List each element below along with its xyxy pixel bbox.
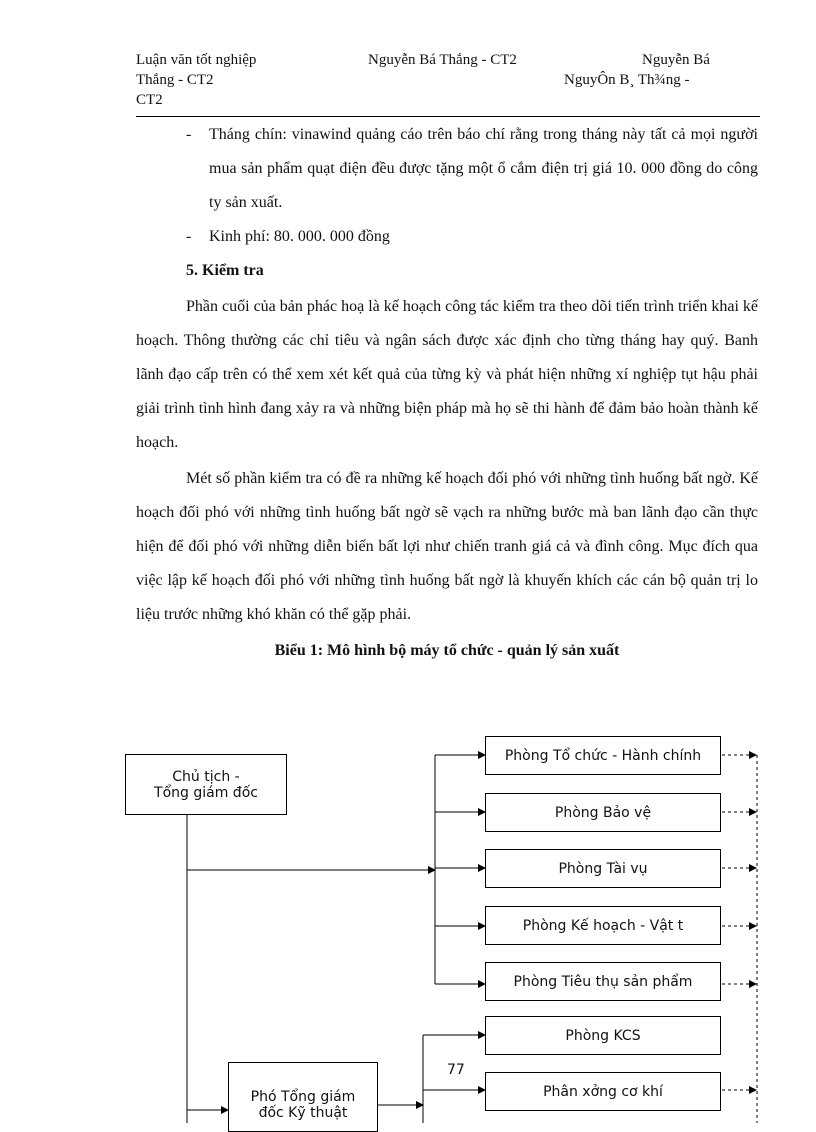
department-box	[485, 962, 721, 1001]
department-box	[485, 906, 721, 945]
bullet-text: Kinh phí: 80. 000. 000 đồng	[209, 228, 390, 245]
bullet-mark: -	[186, 228, 192, 245]
section-heading: 5. Kiểm tra	[186, 262, 264, 279]
header-right-line-1: Nguyễn Bá	[642, 52, 710, 68]
ceo-box	[125, 754, 287, 815]
bullet-item	[136, 220, 758, 254]
bullet-text: Tháng chín: vinawind quảng cáo trên báo chí rằng trong tháng này tất cả mọi người mua sản phẩm quạt điện đều được tặng một ổ cắm điện trị giá 10. 000 đồng do công ty sản xuất.	[209, 126, 758, 211]
deputy-title-line-2: đốc Kỹ thuật	[258, 1105, 348, 1121]
header-divider	[136, 116, 760, 117]
department-label: Phòng Tiêu thụ sản phẩm	[513, 973, 693, 990]
document-body	[136, 118, 758, 668]
department-label: Phòng Tổ chức - Hành chính	[504, 747, 702, 764]
department-box	[485, 793, 721, 832]
department-label: Phòng Kế hoạch - Vật t	[522, 917, 684, 934]
header-left-line-1: Luận văn tốt nghiệp	[136, 52, 257, 68]
figure-caption: Biểu 1: Mô hình bộ máy tổ chức - quản lý sản xuất	[274, 642, 620, 659]
paragraph: Phần cuối của bản phác hoạ là kế hoạch công tác kiểm tra theo dõi tiến trình triển khai kế hoạch. Thông thường các chỉ tiêu và ngân sách được xác định cho từng tháng hay quý. Banh lãnh đạo cấp trên có thể xem xét kết quả của từng kỳ và phát hiện những xí nghiệp tụt hậu phải giải trình tình hình đang xảy ra và những biện pháp mà họ sẽ thi hành để đảm bảo hoàn thành kế hoạch.	[136, 298, 758, 451]
paragraph: Mét số phần kiểm tra có đề ra những kế hoạch đối phó với những tình huống bất ngờ. Kế hoạch đối phó với những tình huống bất ngờ sẽ vạch ra những bước mà ban lãnh đạo cần thực hiện để đối phó với những diễn biến bất lợi như chiến tranh giá cả và đình công. Mục đích qua việc lập kế hoạch đối phó với những tình huống bất ngờ là khuyến khích các cán bộ quản trị lo liệu trước những khó khăn có thể gặp phải.	[136, 470, 758, 623]
org-chart	[0, 720, 816, 1123]
department-label: Phòng Bảo vệ	[554, 804, 652, 821]
department-box	[485, 736, 721, 775]
page-header	[136, 50, 760, 116]
department-label: Phòng Tài vụ	[558, 860, 648, 877]
deputy-title-line-1: Phó Tổng giám	[250, 1089, 356, 1105]
page-number: 77	[447, 1062, 465, 1078]
ceo-title-line-2: Tổng giám đốc	[154, 784, 258, 801]
bullet-item	[136, 118, 758, 220]
header-center: Nguyễn Bá Thắng - CT2	[368, 52, 517, 68]
department-box	[485, 849, 721, 888]
bullet-mark: -	[186, 126, 192, 143]
header-left-line-3: CT2	[136, 92, 163, 108]
deputy-director-box	[228, 1062, 378, 1132]
technical-unit-label: Phòng KCS	[565, 1027, 641, 1044]
technical-unit-box	[485, 1072, 721, 1111]
technical-unit-label: Phân xởng cơ khí	[543, 1083, 663, 1100]
header-left-line-2: Thắng - CT2	[136, 72, 214, 88]
ceo-title-line-1: Chủ tịch -	[172, 768, 240, 785]
technical-unit-box	[485, 1016, 721, 1055]
header-right-line-2: NguyÔn B¸ Th¾ng -	[564, 72, 690, 88]
